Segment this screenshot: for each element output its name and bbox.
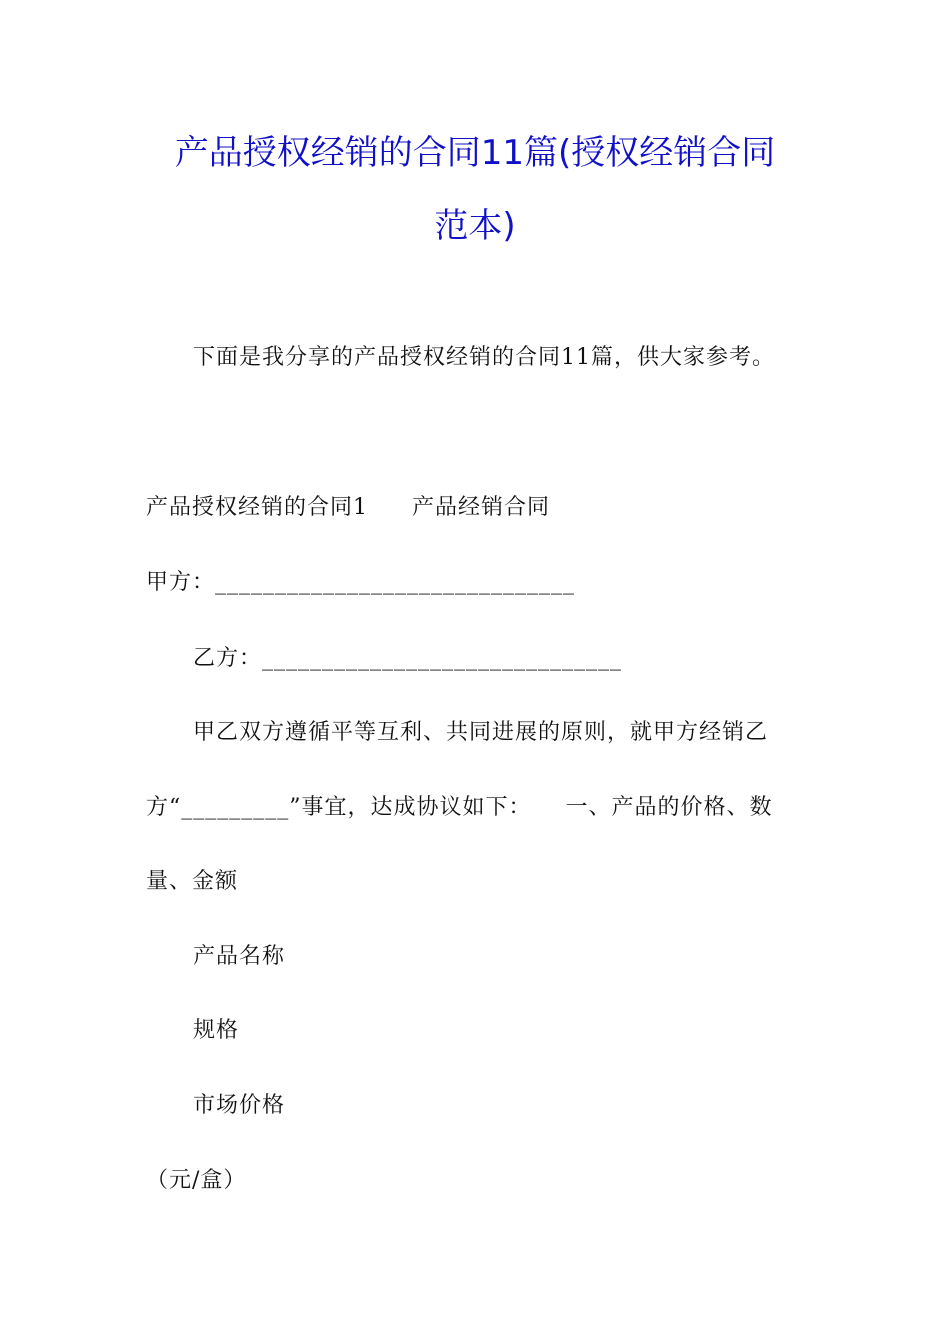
market-price-label: 市场价格 <box>193 1093 286 1118</box>
section-one-heading: 一、产品的价格、数 <box>565 795 773 820</box>
product-name-label: 产品名称 <box>193 944 286 969</box>
agreement-text-line-2 <box>146 794 773 822</box>
agreement-text-line-3: 量、金额 <box>146 869 239 894</box>
contract-heading <box>146 494 550 522</box>
spec-label: 规格 <box>193 1018 240 1043</box>
contract-number-heading: 产品授权经销的合同1 <box>146 495 368 520</box>
party-a-field: 甲方：______________________________ <box>146 570 576 595</box>
agreement-text-line-1: 甲乙双方遵循平等互利、共同进展的原则，就甲方经销乙 <box>193 720 769 745</box>
document-title-line-2: 范本) <box>434 206 516 246</box>
agreement-text-line-2-left: 方“_________”事宜，达成协议如下： <box>146 795 532 820</box>
contract-type-heading: 产品经销合同 <box>412 495 551 520</box>
intro-paragraph: 下面是我分享的产品授权经销的合同11篇，供大家参考。 <box>193 345 775 370</box>
price-unit-label: （元/盒） <box>146 1168 247 1193</box>
document-title-line-1: 产品授权经销的合同11篇(授权经销合同 <box>174 133 776 173</box>
party-b-field: 乙方：______________________________ <box>193 646 623 671</box>
